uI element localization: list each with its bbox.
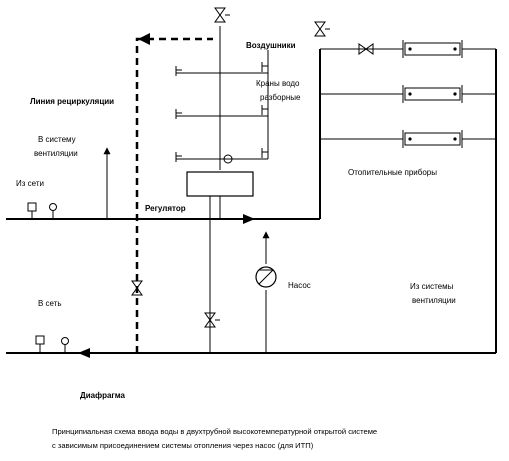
water-tap-icon — [176, 66, 182, 76]
label-heaters: Отопительные приборы — [348, 168, 437, 177]
label-diaphragm: Диафрагма — [80, 391, 125, 400]
regulator-box — [187, 172, 253, 196]
pump-icon — [256, 267, 276, 287]
label-taps-1: Краны водо — [256, 79, 300, 88]
radiator-icon — [403, 85, 462, 103]
radiators — [320, 40, 496, 148]
water-tap-icon — [262, 105, 268, 115]
caption-line-1: Принципиальная схема ввода воды в двухтрубной высокотемпературной открытой системе — [52, 427, 378, 436]
label-to-vent-1: В систему — [38, 135, 76, 144]
water-tap-icon — [262, 62, 268, 72]
label-taps-2: разборные — [260, 93, 301, 102]
radiator-icon — [403, 130, 462, 148]
valve-icon — [215, 8, 230, 22]
valve-icon — [205, 313, 220, 327]
radiator-icon — [403, 40, 462, 58]
thermometer-icon — [50, 204, 57, 220]
water-tap-icon — [262, 148, 268, 158]
label-recirculation: Линия рециркуляции — [30, 97, 115, 106]
label-to-network: В сеть — [38, 299, 62, 308]
label-from-network: Из сети — [16, 179, 44, 188]
arrow-icon — [138, 33, 150, 45]
label-to-vent-2: вентиляции — [34, 149, 78, 158]
label-pump: Насос — [288, 281, 311, 290]
water-tap-icon — [176, 152, 182, 162]
caption-line-2: с зависимым присоединением системы отопления через насос (для ИТП) — [52, 441, 314, 450]
label-air-vents: Воздушники — [246, 41, 296, 50]
water-tap-icon — [176, 109, 182, 119]
valve-icon — [315, 22, 330, 36]
label-regulator: Регулятор — [145, 204, 186, 213]
label-from-vent-1: Из системы — [410, 282, 454, 291]
water-taps — [176, 62, 268, 163]
thermometer-icon — [62, 338, 69, 354]
pressure-gauge-icon — [28, 203, 36, 219]
label-from-vent-2: вентиляции — [412, 296, 456, 305]
pump-branch — [256, 232, 276, 353]
pressure-gauge-icon — [36, 336, 44, 353]
